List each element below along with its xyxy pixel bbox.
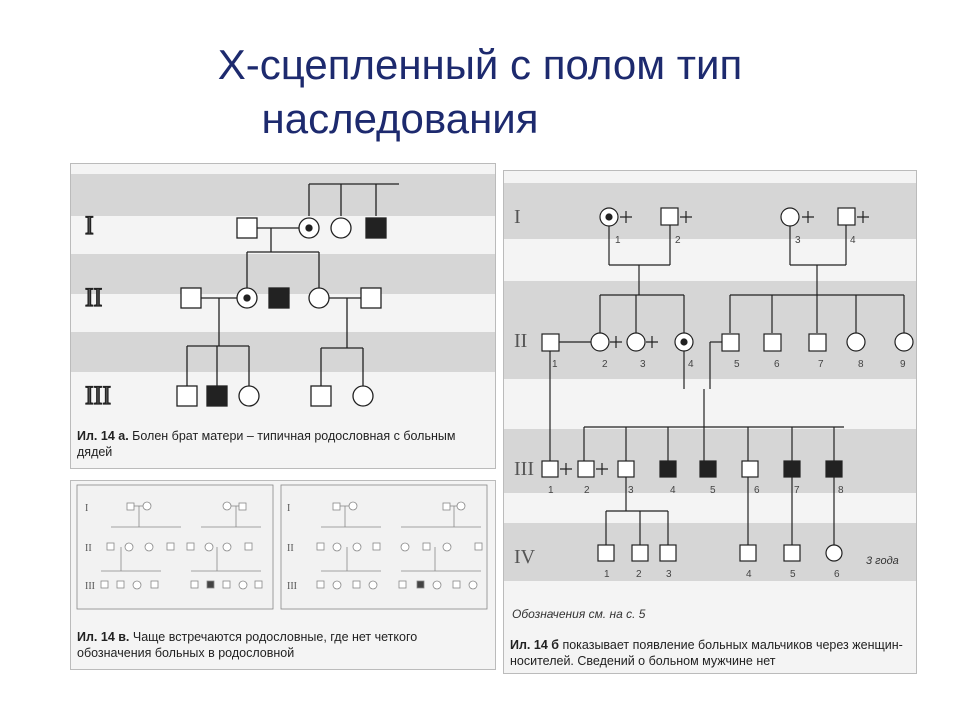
pedigree-panel-v <box>70 480 496 670</box>
male-symbol <box>578 461 594 477</box>
gen2-num: 2 <box>602 359 608 370</box>
caption-14v-label: Ил. 14 в. <box>77 630 130 644</box>
caption-14b-label: Ил. 14 б <box>510 638 559 652</box>
gen3-num: 3 <box>628 485 634 496</box>
female-symbol <box>591 333 609 351</box>
gen2-num: 3 <box>640 359 646 370</box>
gen2-num: 7 <box>818 359 824 370</box>
female-symbol <box>826 545 842 561</box>
female-symbol <box>331 218 351 238</box>
gen-label-III: III <box>85 381 111 410</box>
affected-male-symbol <box>366 218 386 238</box>
affected-male-symbol <box>269 288 289 308</box>
female-symbol <box>353 386 373 406</box>
male-symbol <box>764 334 781 351</box>
affected-male-symbol <box>700 461 716 477</box>
left-gen-III: III <box>85 581 95 592</box>
male-symbol <box>618 461 634 477</box>
male-symbol <box>311 386 331 406</box>
male-symbol <box>838 208 855 225</box>
gen4-num: 4 <box>746 569 752 580</box>
male-symbol <box>542 461 558 477</box>
male-symbol <box>660 545 676 561</box>
male-symbol <box>361 288 381 308</box>
male-symbol <box>632 545 648 561</box>
small-pedigree-right-frame <box>281 485 487 609</box>
affected-male-symbol <box>660 461 676 477</box>
gen-label-I: I <box>85 211 94 240</box>
caption-14b-text: показывает появление больных мальчиков через женщин-носителей. Сведений о больном мужчине нет <box>510 638 903 668</box>
left-gen-I: I <box>85 503 89 514</box>
gen2-num: 4 <box>688 359 694 370</box>
affected-male-symbol <box>207 386 227 406</box>
gen2-num: 6 <box>774 359 780 370</box>
male-symbol <box>740 545 756 561</box>
deceased-marks <box>620 211 869 223</box>
legend-note: Обозначения см. на с. 5 <box>512 607 646 621</box>
male-symbol <box>542 334 559 351</box>
gen4-num: 6 <box>834 569 840 580</box>
affected-male-symbol <box>826 461 842 477</box>
gen2-num: 5 <box>734 359 740 370</box>
gen-label-I: I <box>514 206 521 228</box>
caption-14b <box>510 637 906 669</box>
gen2-num: 9 <box>900 359 906 370</box>
gen-label-II: II <box>514 330 528 352</box>
gen-label-III: III <box>514 458 534 480</box>
gen1-num: 3 <box>795 235 801 246</box>
gen2-num: 1 <box>552 359 558 370</box>
caption-14a <box>77 428 477 460</box>
gen1-num: 1 <box>615 235 621 246</box>
right-gen-III: III <box>287 581 297 592</box>
male-symbol <box>784 545 800 561</box>
gen1-num: 4 <box>850 235 856 246</box>
male-symbol <box>742 461 758 477</box>
female-symbol <box>895 333 913 351</box>
left-gen-II: II <box>85 543 92 554</box>
female-symbol <box>309 288 329 308</box>
gen3-num: 7 <box>794 485 800 496</box>
right-gen-II: II <box>287 543 294 554</box>
female-symbol <box>627 333 645 351</box>
gen3-num: 1 <box>548 485 554 496</box>
gen3-num: 5 <box>710 485 716 496</box>
male-symbol <box>809 334 826 351</box>
male-symbol <box>237 218 257 238</box>
female-symbol <box>781 208 799 226</box>
male-symbol <box>177 386 197 406</box>
gen-label-II: II <box>85 283 103 312</box>
pedigree-panel-b <box>503 170 917 674</box>
affected-male-symbol <box>784 461 800 477</box>
male-symbol <box>661 208 678 225</box>
gen4-num: 2 <box>636 569 642 580</box>
male-symbol <box>722 334 739 351</box>
pedigree-panel-a <box>70 163 496 469</box>
page-title <box>0 38 960 146</box>
male-symbol <box>181 288 201 308</box>
pedigree-b-diagram <box>504 171 916 673</box>
gen3-num: 2 <box>584 485 590 496</box>
female-symbol <box>847 333 865 351</box>
pedigree-a-diagram <box>71 164 495 468</box>
gen4-num: 5 <box>790 569 796 580</box>
right-gen-I: I <box>287 503 291 514</box>
gen4-num: 1 <box>604 569 610 580</box>
caption-14a-label: Ил. 14 а. <box>77 429 129 443</box>
caption-14v <box>77 629 477 661</box>
gen3-num: 6 <box>754 485 760 496</box>
male-symbol <box>598 545 614 561</box>
title-line-2: наследования <box>261 95 539 142</box>
caption-14v-text: Чаще встречаются родословные, где нет четкого обозначения больных в родословной <box>77 630 418 660</box>
gen3-num: 4 <box>670 485 676 496</box>
caption-14a-text: Болен брат матери – типичная родословная с больным дядей <box>77 429 456 459</box>
gen-label-IV: IV <box>514 546 536 568</box>
gen3-num: 8 <box>838 485 844 496</box>
gen1-num: 2 <box>675 235 681 246</box>
age-note: 3 года <box>866 555 899 567</box>
gen2-num: 8 <box>858 359 864 370</box>
title-line-1: X-сцепленный с полом тип <box>217 41 743 88</box>
female-symbol <box>239 386 259 406</box>
gen4-num: 3 <box>666 569 672 580</box>
